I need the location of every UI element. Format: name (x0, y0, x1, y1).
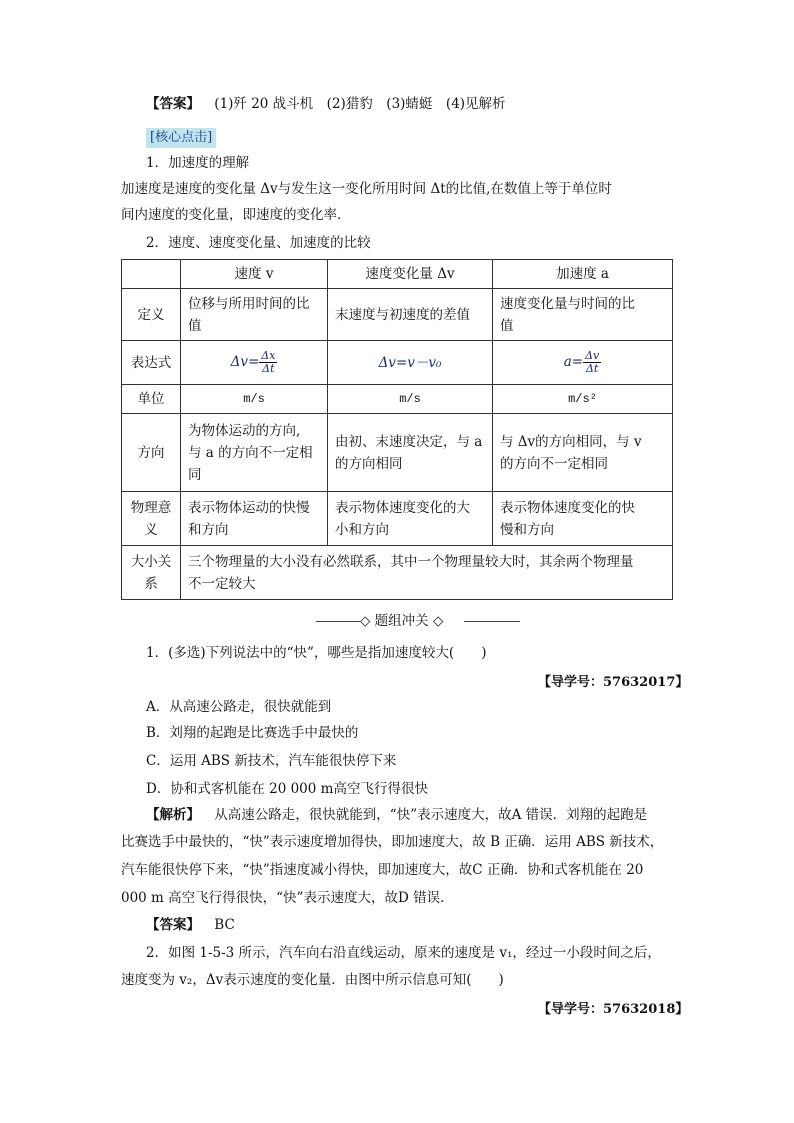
q1-option-c: C．运用 ABS 新技术，汽车能很快停下来 (146, 753, 397, 769)
q2-guide-number: 【导学号：57632018】 (538, 1002, 689, 1017)
section-divider: ◇ 题组冲关 ◇ (360, 613, 444, 629)
cell-meaning-velocity: 表示物体运动的快慢 和方向 (181, 492, 328, 546)
cell-dir-velocity-change: 由初、末速度决定，与 a 的方向相同 (328, 414, 493, 492)
cell-dir-velocity: 为物体运动的方向, 与 a 的方向不一定相 同 (181, 414, 328, 492)
comparison-table (121, 259, 673, 600)
cell-unit-velocity-change: m/s (328, 385, 493, 414)
cell-unit-velocity: m/s (181, 385, 328, 414)
divider-rule-right (464, 621, 520, 622)
section-1-para-line1: 加速度是速度的变化量 Δv与发生这一变化所用时间 Δt的比值,在数值上等于单位时 (121, 181, 612, 197)
header-velocity-change: 速度变化量 Δv (328, 260, 493, 289)
table-corner-cell (122, 260, 181, 289)
row-label-expression: 表达式 (122, 341, 181, 385)
header-acceleration: 加速度 a (493, 260, 673, 289)
q2-stem-line2: 速度变为 v₂，Δv表示速度的变化量．由图中所示信息可知( ) (121, 972, 504, 988)
cell-relation-all: 三个物理量的大小没有必然联系，其中一个物理量较大时，其余两个物理量 不一定较大 (181, 546, 673, 600)
cell-def-acceleration: 速度变化量与时间的比 值 (493, 289, 673, 341)
q2-stem-line1: 2．如图 1-5-3 所示，汽车向右沿直线运动，原来的速度是 v₁，经过一小段时间之后， (146, 945, 661, 961)
table-row (122, 385, 673, 414)
cell-def-velocity-change: 末速度与初速度的差值 (328, 289, 493, 341)
cell-dir-acceleration: 与 Δv的方向相同，与 v 的方向不一定相同 (493, 414, 673, 492)
table-row (122, 341, 673, 385)
q1-analysis-line1: 【解析】 从高速公路走，很快就能到，“快”表示速度大，故A 错误．刘翔的起跑是 (146, 807, 648, 823)
q1-answer-text: BC (214, 917, 235, 933)
cell-meaning-velocity-change: 表示物体速度变化的大 小和方向 (328, 492, 493, 546)
row-label-meaning: 物理意 义 (122, 492, 181, 546)
cell-expr-acceleration: a= $\frac{\Delta v}{\Delta t}$ (493, 341, 673, 385)
cell-expr-velocity: Δv= $\frac{\Delta x}{\Delta t}$ (181, 341, 328, 385)
core-point-tag: [核心点击] (146, 128, 216, 148)
section-2-title: 2．速度、速度变化量、加速度的比较 (146, 235, 371, 251)
q1-analysis-line3: 汽车能很快停下来，“快”指速度减小得快，即加速度大，故C 正确．协和式客机能在 20 (121, 862, 644, 878)
row-label-unit: 单位 (122, 385, 181, 414)
analysis-label: 【解析】 (146, 807, 200, 823)
section-1-title: 1．加速度的理解 (146, 155, 250, 171)
q1-answer-line (146, 915, 235, 935)
table-row (122, 546, 673, 600)
cell-expr-velocity-change: Δv=v－v₀ (328, 341, 493, 385)
q1-option-a: A．从高速公路走，很快就能到 (146, 699, 332, 715)
cell-def-velocity: 位移与所用时间的比 值 (181, 289, 328, 341)
q1-analysis-line4: 000 m 高空飞行得很快，“快”表示速度大，故D 错误． (121, 890, 454, 906)
q1-answer-label: 【答案】 (146, 917, 200, 933)
table-row (122, 289, 673, 341)
q1-analysis-line2: 比赛选手中最快的，“快”表示速度增加得快，即加速度大，故 B 正确．运用 ABS 新技术， (121, 834, 664, 850)
cell-unit-acceleration: m/s² (493, 385, 673, 414)
row-label-definition: 定义 (122, 289, 181, 341)
cell-meaning-acceleration: 表示物体速度变化的快 慢和方向 (493, 492, 673, 546)
q1-option-b: B．刘翔的起跑是比赛选手中最快的 (146, 725, 359, 741)
table-header-row (122, 260, 673, 289)
table-row (122, 414, 673, 492)
divider-rule-left (316, 621, 360, 622)
answer-line (146, 94, 506, 114)
fraction-dx-dt: $\frac{\Delta x}{\Delta t}$ (261, 349, 276, 375)
table-row (122, 492, 673, 546)
fraction-dv-dt: $\frac{\Delta v}{\Delta t}$ (585, 349, 600, 375)
q1-stem: 1．(多选)下列说法中的“快”，哪些是指加速度较大( ) (146, 645, 487, 661)
q1-guide-number: 【导学号：57632017】 (538, 675, 689, 690)
answer-label: 【答案】 (146, 96, 200, 112)
answer-text: (1)歼 20 战斗机 (2)猎豹 (3)蜻蜓 (4)见解析 (214, 96, 506, 112)
header-velocity: 速度 v (181, 260, 328, 289)
section-1-para-line2: 间内速度的变化量，即速度的变化率． (121, 207, 351, 223)
q1-option-d: D．协和式客机能在 20 000 m高空飞行得很快 (146, 781, 428, 797)
row-label-direction: 方向 (122, 414, 181, 492)
row-label-relation: 大小关 系 (122, 546, 181, 600)
